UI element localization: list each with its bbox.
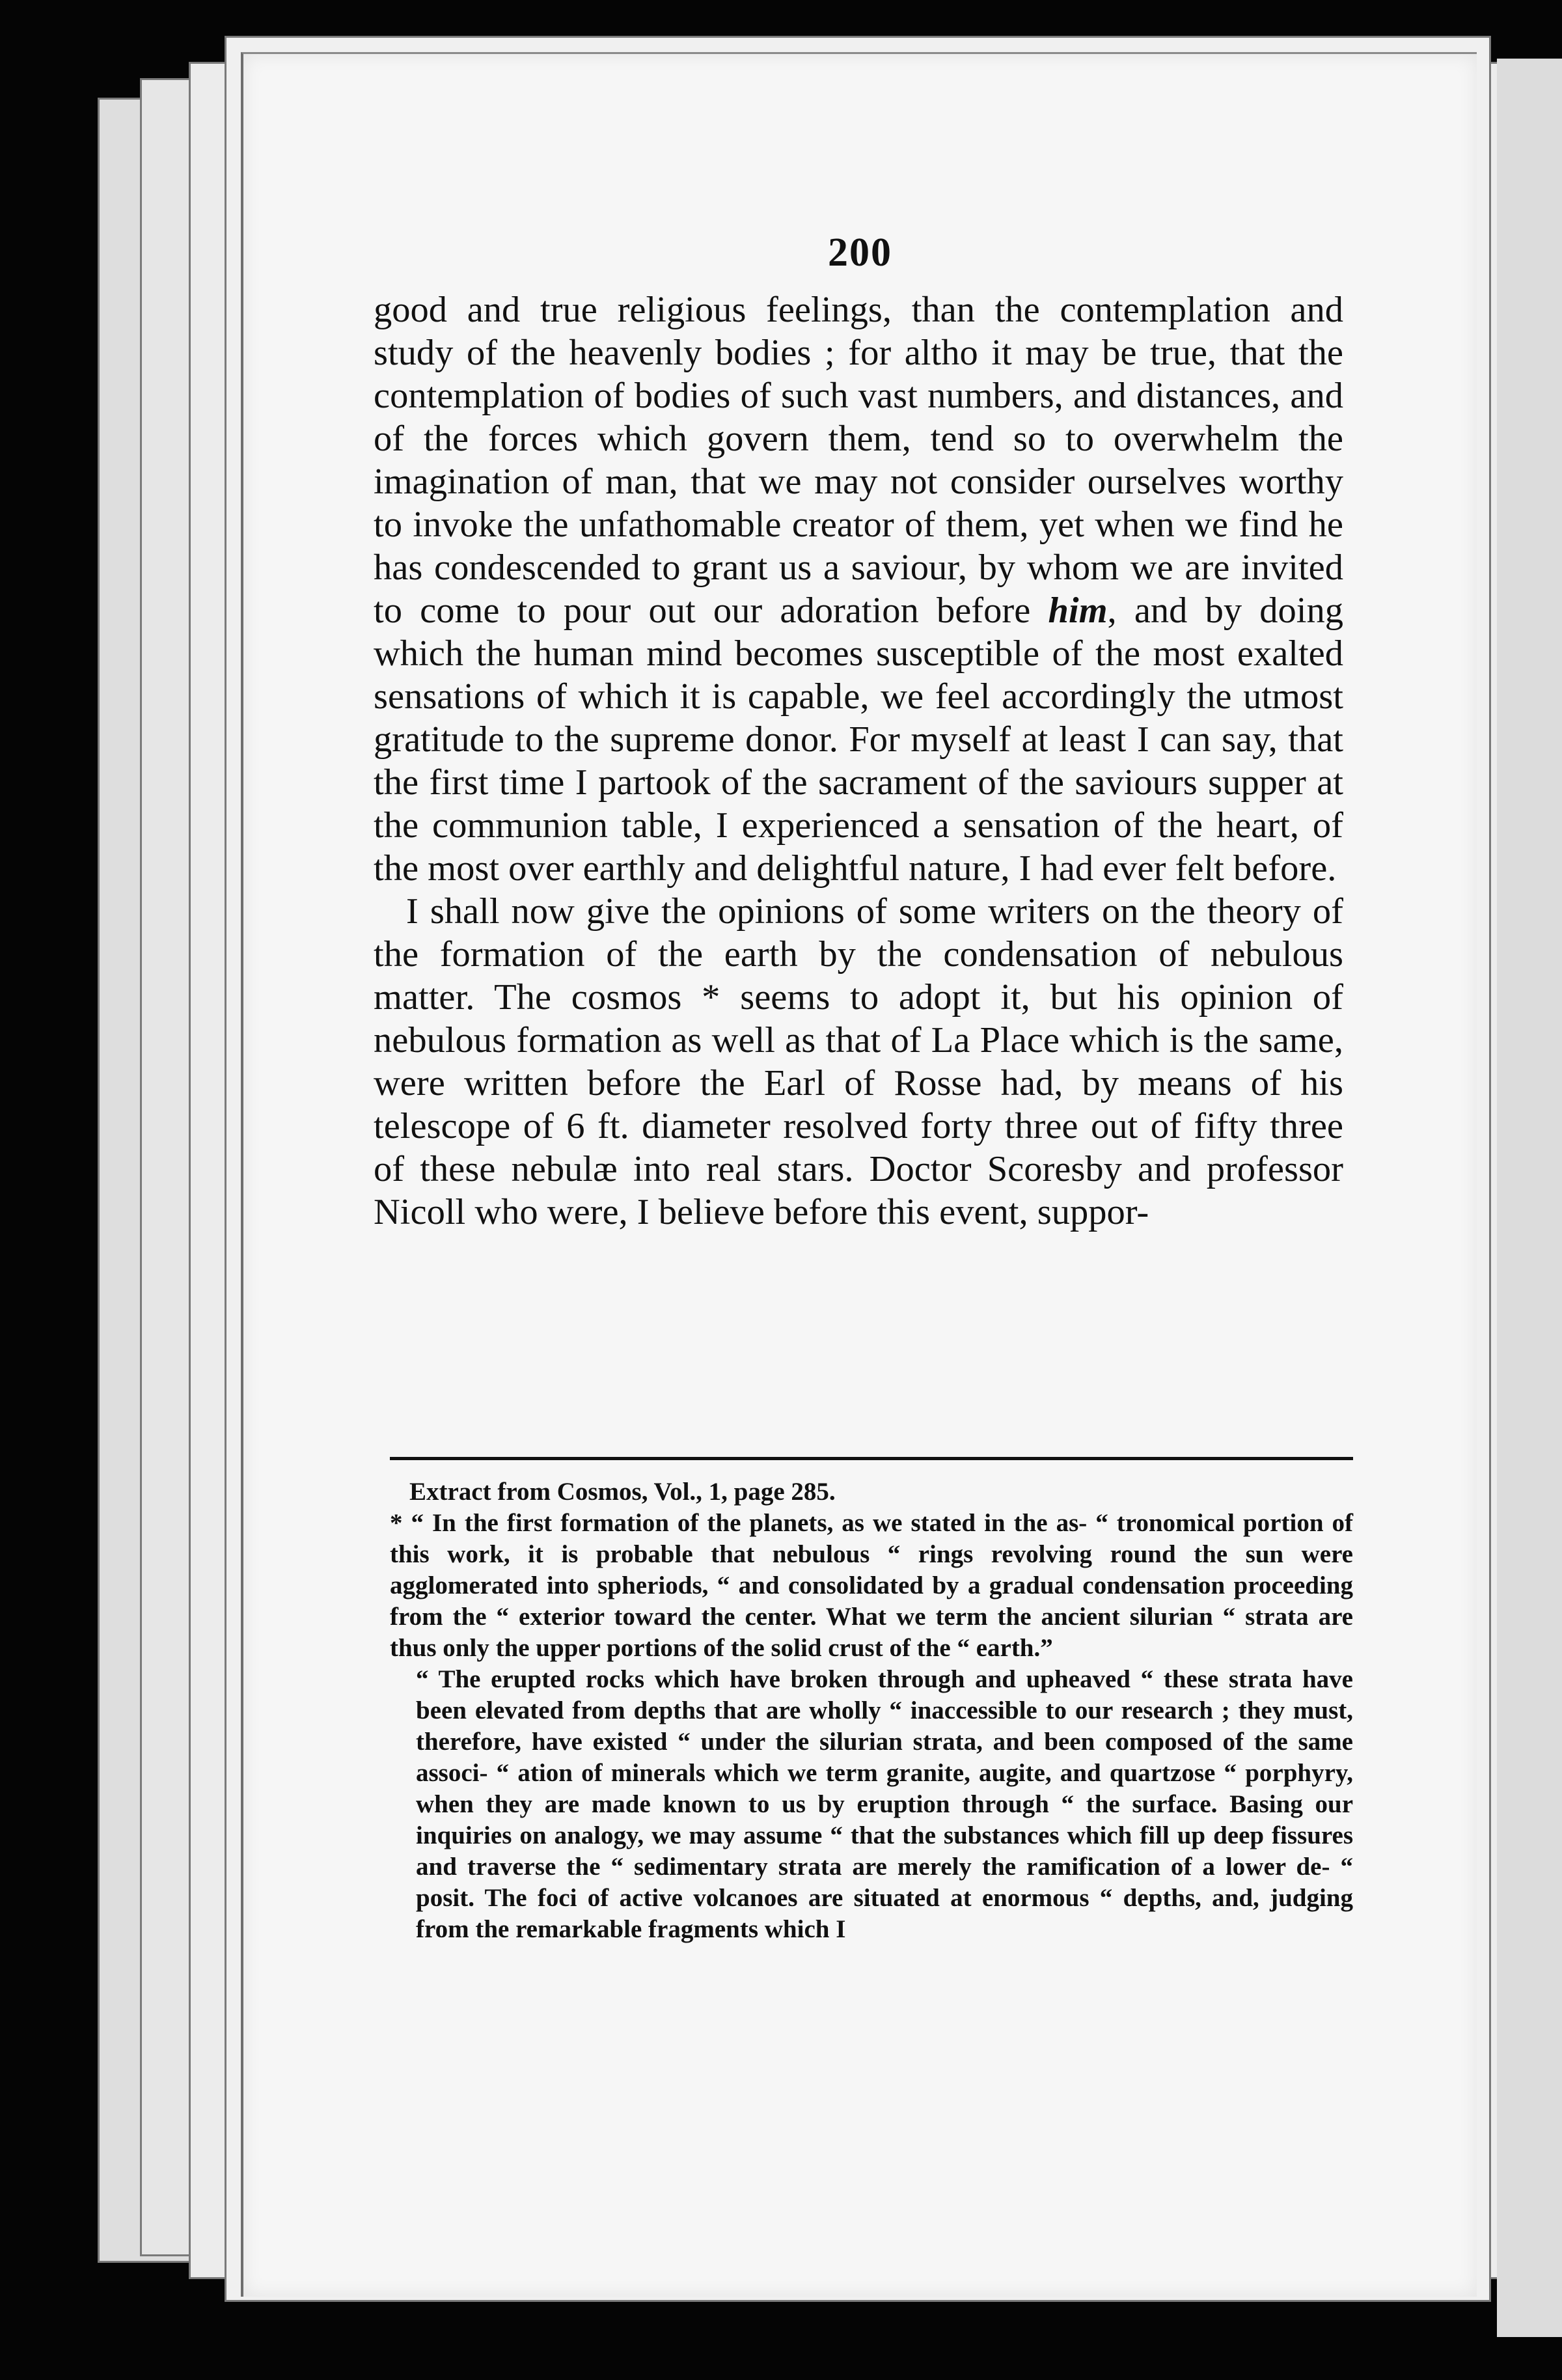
footnote-source: Extract from Cosmos, Vol., 1, page 285. xyxy=(409,1478,836,1506)
body-text xyxy=(374,288,1343,1234)
paragraph-text: good and true religious feelings, than the contemplation and study of the heavenly bodies ; for altho it may be true, that the contemplation of bodies of such vast numbers, and distances, and of the forces which govern them, tend so to overwhelm the imagination of man, that we may not consider ourselves worthy to invoke the unfathomable creator of them, yet when we find he has condescended to grant us a saviour, by whom we are invited to come to pour out our adoration before xyxy=(374,290,1343,631)
paragraph xyxy=(374,288,1343,890)
footnote-divider xyxy=(390,1457,1353,1460)
page-number: 200 xyxy=(828,230,892,275)
paragraph-text: , and by doing which the human mind becomes susceptible of the most exalted sensations of which it is capable, we feel accordingly the utmost gratitude to the supreme donor. For myself at least I can say, that the first time I partook of the sacrament of the saviours supper at the communion table, I experienced a sensation of the heart, of the most over earthly and delightful nature, I had ever felt before. xyxy=(374,590,1343,889)
facing-page-edge xyxy=(1497,59,1562,2337)
footnote-quote: “ The erupted rocks which have broken through and upheaved “ these strata have been elevated from depths that are wholly “ inaccessible to our research ; they must, therefore, have existed “ under the silurian strata, and been composed of the same associ- “ ation of minerals which we term granite, augite, and quartzose “ porphyry, when they are made known to us by eruption through “ the surface. Basing our inquiries on analogy, we may assume “ that the substances which fill up deep fissures and traverse the “ sedimentary strata are merely the ramification of a lower de- “ posit. The foci of active volcanoes are situated at enormous “ depths, and, judging from the remarkable fragments which I xyxy=(416,1665,1353,1943)
footnote xyxy=(390,1476,1353,1945)
paragraph: I shall now give the opinions of some writers on the theory of the formation of the earth by the condensation of nebulous matter. The cosmos * seems to adopt it, but his opinion of nebulous formation as well as that of La Place which is the same, were written before the Earl of Rosse had, by means of his telescope of 6 ft. diameter resolved forty three out of fifty three of these nebulæ into real stars. Doctor Scoresby and professor Nicoll who were, I believe before this event, suppor- xyxy=(374,891,1343,1232)
footnote-quote: * “ In the first formation of the planets, as we stated in the as- “ tronomical portion of this work, it is probable that nebulous “ rings revolving round the sun were agglomerated into spheriods, “ and consolidated by a gradual condensation proceeding from the “ exterior toward the center. What we term the ancient silurian “ strata are thus only the upper portions of the solid crust of the “ earth.” xyxy=(390,1509,1353,1662)
book-page xyxy=(241,52,1477,2297)
emphasis-text: him xyxy=(1048,590,1108,631)
